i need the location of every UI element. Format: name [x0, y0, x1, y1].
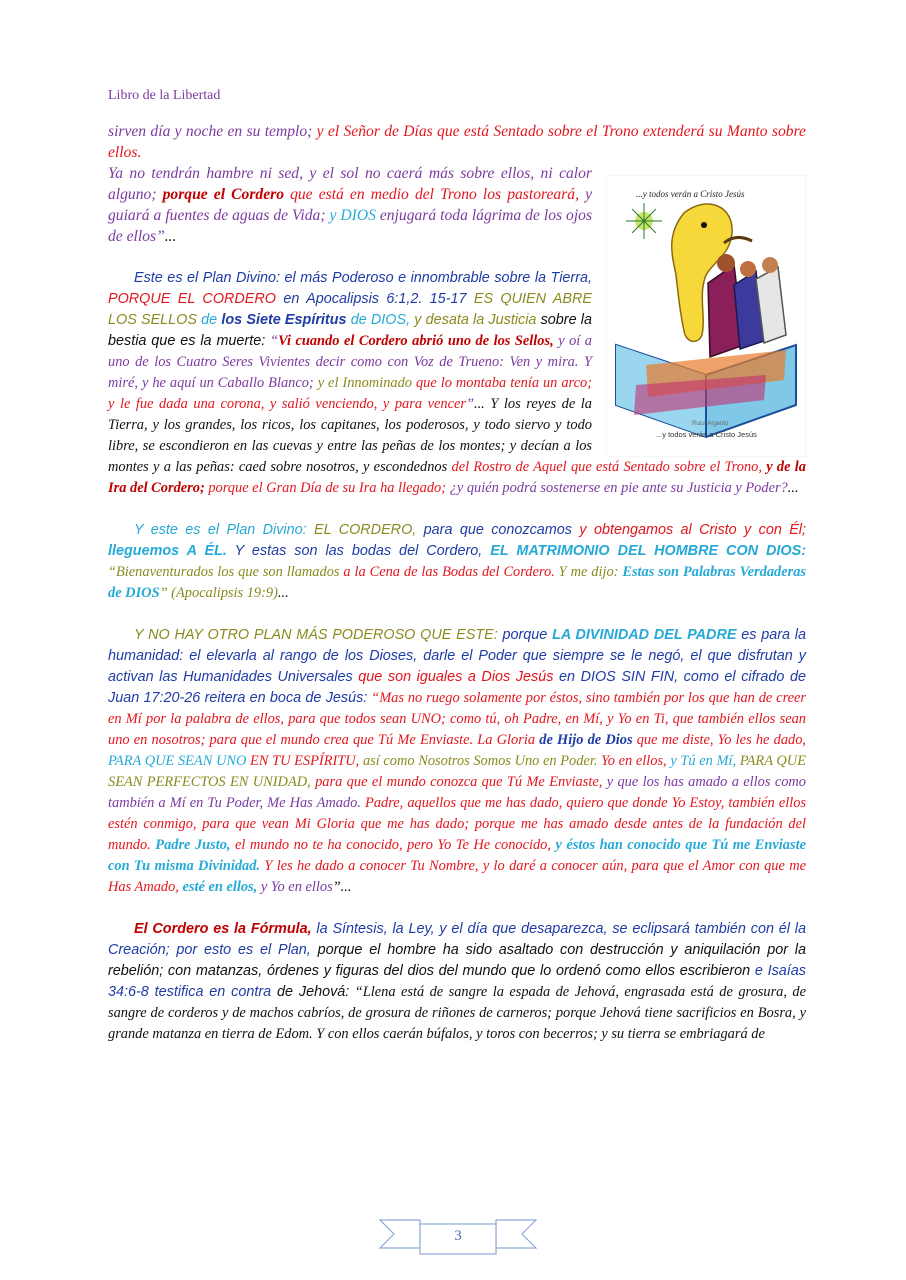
text-span: Ya no tendrán hambre ni sed, y el sol no caerá más sobre ellos, ni calor alguno; — [108, 165, 592, 203]
paragraph-3 — [108, 520, 806, 604]
text-span: Y les he dado a conocer Tu Nombre, y lo daré a conocer aún, para que el Amor con que me Has Amado, — [108, 858, 807, 895]
paragraph-5 — [108, 919, 806, 1045]
text-span: ” (Apocalipsis 19:9) — [159, 585, 278, 601]
text-span: EL CORDERO, — [306, 522, 417, 538]
text-span: que está en medio del Trono los pastoreará, — [283, 186, 579, 203]
text-span: la Síntesis, la Ley, y el día que desaparezca, se eclipsará también con él la Creación; — [108, 921, 806, 958]
text-span: porque — [497, 627, 548, 643]
text-span: Vi cuando el Cordero abrió uno de los Sellos, — [278, 333, 554, 349]
text-span: de — [196, 312, 218, 328]
paragraph-4 — [108, 625, 806, 898]
text-span: El Cordero es la Fórmula, — [134, 921, 312, 937]
text-span: en DIOS SIN FIN, como el cifrado de Juan 17:20-26 reitera en boca de Jesús: — [108, 669, 806, 706]
text-span: Y me dijo: — [554, 564, 619, 580]
figure-small-credit: Ruca Argento — [692, 421, 729, 427]
text-span: Estas son Palabras Verdaderas de DIOS — [108, 564, 806, 601]
text-span: PARA QUE SEAN UNO — [108, 753, 247, 769]
text-span: ¿y quién podrá sostenerse en pie ante su Justicia y Poder? — [446, 480, 788, 496]
text-span: y Yo en ellos — [257, 879, 333, 895]
text-span: PORQUE EL CORDERO — [108, 291, 276, 307]
text-span: porque el hombre ha sido asaltado con destrucción y aniquilación por la rebelión; con matanzas, órdenes y figuras del dios del mundo que lo ordenó como ellos escribieron — [108, 942, 806, 979]
text-span: EL MATRIMONIO DEL HOMBRE CON DIOS: — [482, 543, 806, 559]
text-span: “Bienaventurados los que son llamados — [108, 564, 340, 580]
page-footer — [378, 1214, 538, 1260]
text-span: “ — [270, 333, 279, 349]
page-number: 3 — [454, 1228, 462, 1244]
text-span: y desata la Justicia — [410, 312, 537, 328]
text-span: y obtengamos al Cristo y con Él; — [572, 522, 807, 538]
text-span: ” — [465, 396, 474, 412]
text-span: por esto es el Plan, — [169, 942, 311, 958]
text-span: esté en ellos, — [178, 879, 258, 895]
text-span: lleguemos A ÉL. — [108, 543, 227, 559]
text-span: ... — [277, 585, 289, 601]
text-span: ”... — [332, 879, 352, 895]
text-span: ... — [473, 396, 485, 412]
text-span: “Llena está de sangre la espada de Jehová, engrasada está de grosura, de sangre de corderos y de machos cabríos, de grosura de riñones de carneros; porque Jehová tiene sacrificios en Bosra, y grande matanza en tierra de Edom. Y con ellos caerán búfalos, y toros con becerros; y su tierra se embriagará de — [108, 984, 806, 1042]
text-span: y Tú en Mí, — [666, 753, 737, 769]
text-span: que lo montaba tenía un arco; y le fue dada una corona, y salió venciendo, y para vencer — [108, 375, 592, 412]
text-span: porque el Cordero — [162, 186, 284, 203]
text-span: de DIOS, — [346, 312, 411, 328]
text-span: Padre Justo, — [150, 837, 231, 853]
text-span: así como Nosotros Somos Uno en Poder. — [359, 753, 598, 769]
running-header: Libro de la Libertad — [108, 88, 221, 103]
text-span: para que el mundo conozca que Tú Me Enviaste, — [310, 774, 603, 790]
text-span: EN TU ESPÍRITU, — [246, 753, 360, 769]
figure-handwriting: ...y todos verán a Cristo Jesús — [636, 189, 745, 199]
text-span: e Isaías 34:6-8 testifica en contra — [108, 963, 806, 1000]
text-span: para que conozcamos — [416, 522, 572, 538]
text-span: “Mas no ruego solamente por éstos, sino también por los que han de creer en Mí por la palabra de ellos, para que todos sean UNO; como tú, oh Padre, en Mí, y Yo en Ti, que también ellos sean uno en nosotros; para que el mundo crea que Tú Me Enviaste. La Gloria — [108, 690, 807, 748]
text-span: ... — [164, 228, 177, 245]
text-span: de Jehová: — [271, 984, 350, 1000]
text-span: y el Innominado — [313, 375, 412, 391]
text-span: sobre la bestia que es la muerte: — [108, 312, 592, 349]
page-body — [108, 121, 806, 1045]
text-span: y guiará a fuentes de aguas de Vida; — [108, 186, 592, 224]
text-span: PARA QUE SEAN PERFECTOS EN UNIDAD, — [108, 753, 806, 790]
text-span: y de la Ira del Cordero; — [108, 459, 806, 496]
text-span: Padre, aquellos que me has dado, quiero que donde Yo Estoy, también ellos estén conmigo, para que vean Mi Gloria que me has dado; porque me has amado desde antes de la fundación del mundo. — [108, 795, 806, 853]
text-span: Yo en ellos, — [597, 753, 667, 769]
text-span: porque el Gran Día de su Ira ha llegado; — [204, 480, 447, 496]
text-span: Este es el Plan Divino: el más Poderoso e innombrable sobre la Tierra, — [134, 270, 592, 286]
text-span: de Hijo de Dios — [535, 732, 633, 748]
text-span: es para la humanidad: el elevarla al rango de los Dioses, darle el Poder que siempre se le negó, el que disfrutan y activan las Humanidades Universales — [108, 627, 806, 685]
text-span: Y estas son las bodas del Cordero, — [226, 543, 483, 559]
text-span: y que los has amado a ellos como también a Mí en Tu Poder, Me Has Amado. — [108, 774, 806, 811]
text-span: sirven día y noche en su templo; — [108, 123, 313, 140]
paragraph-0 — [108, 121, 806, 163]
text-span: ... — [787, 480, 799, 496]
text-span: que me diste, Yo les he dado, — [632, 732, 806, 748]
text-span: Y este es el Plan Divino: — [134, 522, 307, 538]
text-span: y el Señor de Días que está Sentado sobre el Trono extenderá su Manto sobre ellos. — [108, 123, 806, 161]
text-span: los Siete Espíritus — [217, 312, 347, 328]
cordero-illustration — [606, 175, 806, 457]
text-span: a la Cena de las Bodas del Cordero. — [339, 564, 555, 580]
text-span: enjugará toda lágrima de los ojos de ellos” — [108, 207, 593, 245]
text-span: y oí a uno de los Cuatro Seres Vivientes decir como con Voz de Trueno: Ven y mira. Y miré, y he aquí un Caballo Blanco; — [108, 333, 592, 391]
text-span: Y NO HAY OTRO PLAN MÁS PODEROSO QUE ESTE: — [134, 627, 498, 643]
text-span: LA DIVINIDAD DEL PADRE — [547, 627, 737, 643]
text-span: el mundo no te ha conocido, pero Yo Te He conocido, — [230, 837, 551, 853]
text-span: en Apocalipsis 6:1,2. 15-17 — [275, 291, 467, 307]
text-span: del Rostro de Aquel que está Sentado sobre el Trono, — [447, 459, 762, 475]
text-span: ES QUIEN ABRE LOS SELLOS — [108, 291, 592, 328]
text-span: que son iguales a Dios Jesús — [352, 669, 554, 685]
text-span: y éstos han conocido que Tú me Enviaste con Tu misma Divinidad. — [108, 837, 806, 874]
text-span: y DIOS — [325, 207, 376, 224]
figure-caption: ...y todos verán a Cristo Jesús — [656, 430, 757, 439]
text-span: Y los reyes de la Tierra, y los grandes, los ricos, los capitanes, los poderosos, y todo siervo y todo libre, se escondieron en las cuevas y entre las peñas de los montes; y decían a los montes y a las peñas: caed sobre nosotros, y escondednos — [108, 396, 592, 475]
